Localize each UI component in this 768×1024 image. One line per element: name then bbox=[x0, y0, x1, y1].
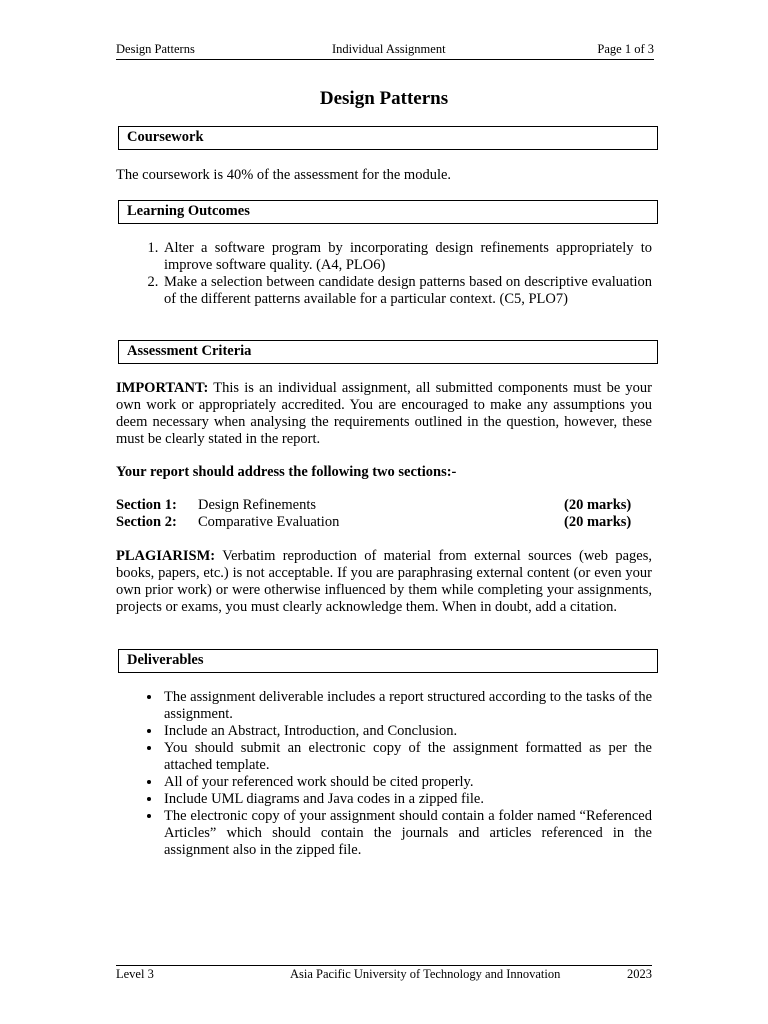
assessment-criteria-heading: Assessment Criteria bbox=[118, 340, 658, 364]
deliverable-item: • The assignment deliverable includes a report structured according to the tasks of the assignment. bbox=[162, 689, 652, 723]
section-name: Design Refinements bbox=[198, 497, 316, 513]
deliverable-item: • Include UML diagrams and Java codes in a zipped file. bbox=[162, 791, 652, 808]
header-assignment-type: Individual Assignment bbox=[332, 42, 446, 56]
header-module-name: Design Patterns bbox=[116, 42, 195, 56]
deliverables-heading: Deliverables bbox=[118, 649, 658, 673]
footer-year: 2023 bbox=[627, 967, 652, 981]
plagiarism-paragraph bbox=[116, 548, 652, 616]
footer-level: Level 3 bbox=[116, 967, 154, 981]
important-text: This is an individual assignment, all submitted components must be your own work or appropriately accredited. You are encouraged to make any assumptions you deem necessary when analysing the requirements outlined in the question, however, these must be clearly stated in the report. bbox=[116, 380, 652, 447]
coursework-heading: Coursework bbox=[118, 126, 658, 150]
learning-outcomes-list bbox=[116, 240, 652, 308]
coursework-text: The coursework is 40% of the assessment for the module. bbox=[116, 167, 452, 183]
section-row bbox=[116, 497, 652, 514]
document-title: Design Patterns bbox=[319, 88, 449, 109]
learning-outcome-item: 2. Make a selection between candidate design patterns based on descriptive evaluation of the different patterns available for a particular context. (C5, PLO7) bbox=[162, 274, 652, 308]
section-row bbox=[116, 514, 652, 531]
header-page-number: Page 1 of 3 bbox=[597, 42, 654, 56]
deliverable-item: • All of your referenced work should be cited properly. bbox=[162, 774, 652, 791]
deliverable-item: • The electronic copy of your assignment should contain a folder named “Referenced Articles” which should contain the journals and articles referenced in the assignment also in the zipped file. bbox=[162, 808, 652, 859]
section-marks: (20 marks) bbox=[564, 497, 632, 513]
footer-university: Asia Pacific University of Technology and Innovation bbox=[290, 967, 561, 981]
learning-outcomes-heading: Learning Outcomes bbox=[118, 200, 658, 224]
plagiarism-label: PLAGIARISM: bbox=[116, 548, 216, 564]
page-header bbox=[116, 42, 654, 60]
learning-outcome-item: 1. Alter a software program by incorporating design refinements appropriately to improve software quality. (A4, PLO6) bbox=[162, 240, 652, 274]
important-label: IMPORTANT: bbox=[116, 380, 209, 396]
important-paragraph bbox=[116, 380, 652, 448]
deliverables-list bbox=[116, 689, 652, 859]
deliverable-item: • Include an Abstract, Introduction, and Conclusion. bbox=[162, 723, 652, 740]
section-label: Section 2: bbox=[116, 514, 177, 530]
section-label: Section 1: bbox=[116, 497, 177, 513]
plagiarism-text: Verbatim reproduction of material from external sources (web pages, books, papers, etc.) is not acceptable. If you are paraphrasing external content (or even your own prior work) or were otherwise influenced by them while completing your assignments, projects or exams, you must clearly acknowledge them. When in doubt, add a citation. bbox=[116, 548, 652, 615]
sections-intro: Your report should address the following two sections:- bbox=[116, 464, 457, 480]
page-footer bbox=[116, 965, 652, 984]
section-marks: (20 marks) bbox=[564, 514, 632, 530]
section-name: Comparative Evaluation bbox=[198, 514, 340, 530]
deliverable-item: • You should submit an electronic copy of the assignment formatted as per the attached template. bbox=[162, 740, 652, 774]
